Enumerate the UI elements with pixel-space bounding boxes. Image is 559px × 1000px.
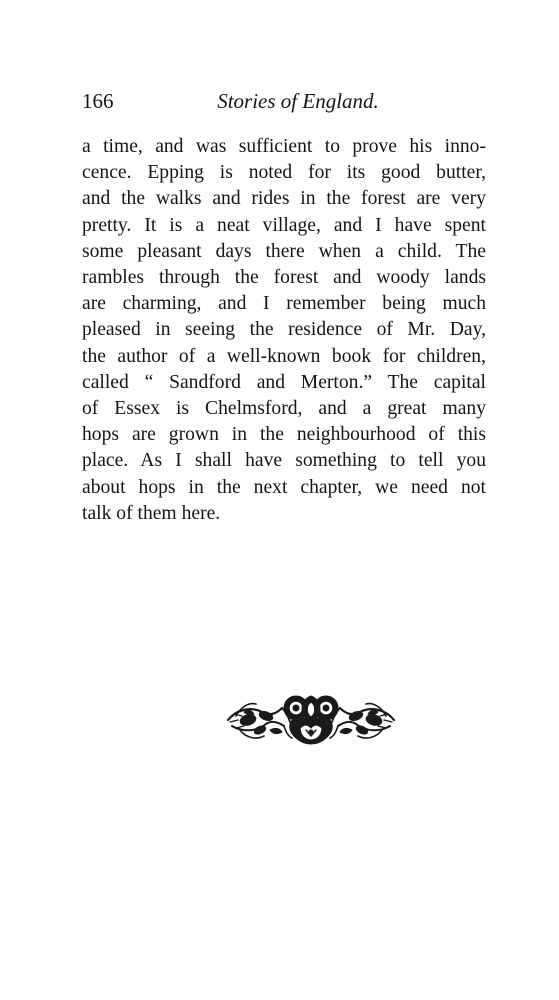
text-line: a time, and was sufficient to prove his inno- (82, 136, 486, 157)
text-line: called “ Sandford and Merton.” The capital (82, 371, 486, 393)
page-number: 166 (82, 89, 114, 113)
text-line: about hops in the next chapter, we need not (82, 476, 486, 498)
body-text (82, 134, 486, 527)
text-line: the author of a well-known book for children, (82, 345, 486, 367)
text-line: some pleasant days there when a child. The (82, 240, 486, 262)
text-line: pretty. It is a neat village, and I have spent (82, 214, 486, 236)
text-line: place. As I shall have something to tell you (82, 450, 486, 472)
text-line: of Essex is Chelmsford, and a great many (82, 398, 486, 420)
text-line: rambles through the forest and woody lands (82, 267, 486, 289)
running-head (82, 86, 486, 116)
running-title: Stories of England. (217, 89, 379, 113)
text-line: are charming, and I remember being much (82, 293, 486, 315)
floral-tailpiece-icon (226, 686, 396, 748)
text-line: pleased in seeing the residence of Mr. Day, (82, 319, 486, 341)
text-line: cence. Epping is noted for its good butter, (82, 162, 486, 184)
text-line: hops are grown in the neighbourhood of this (82, 424, 486, 446)
text-line: and the walks and rides in the forest are very (82, 188, 486, 210)
text-line: talk of them here. (82, 502, 221, 524)
